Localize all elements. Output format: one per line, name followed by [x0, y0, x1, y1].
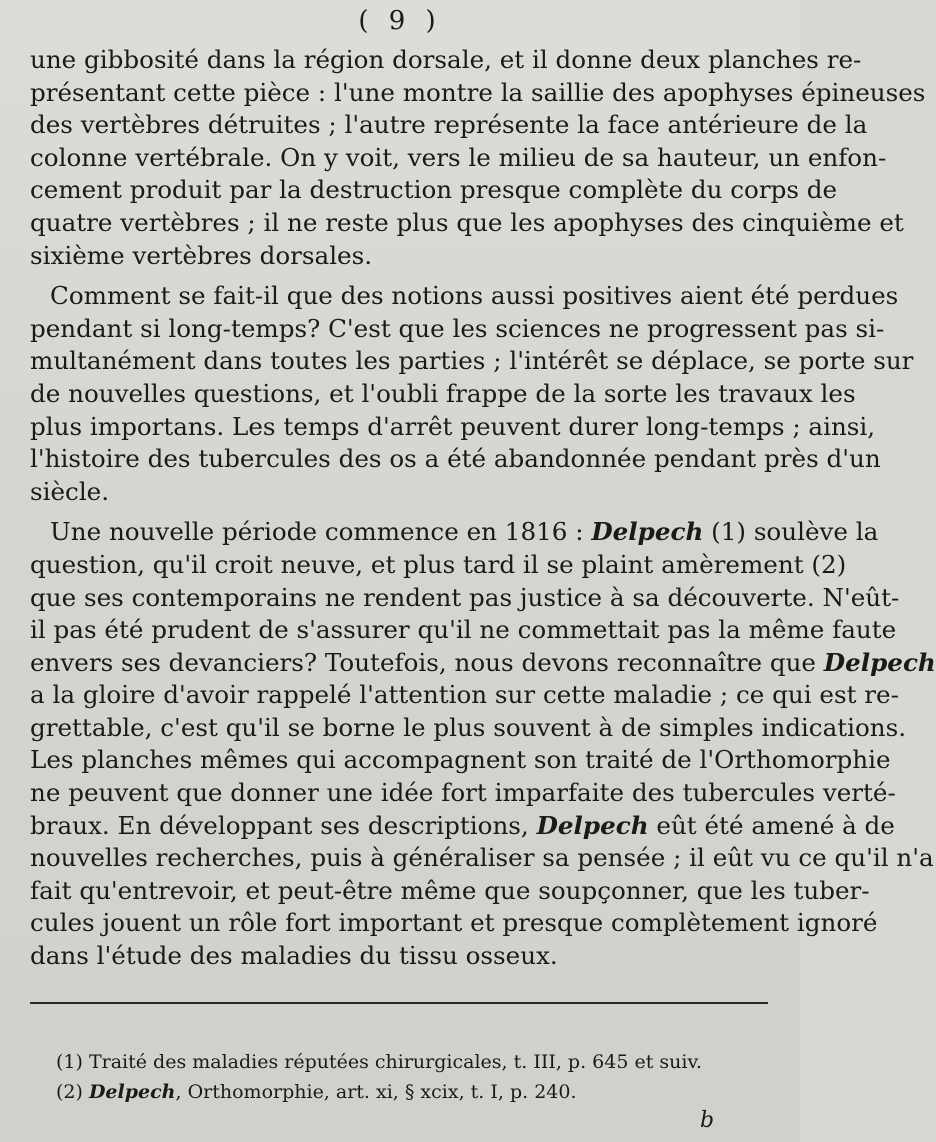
- text-line: dans l'étude des maladies du tissu osseux.: [30, 941, 558, 971]
- text-line: que ses contemporains ne rendent pas justice à sa découverte. N'eût-: [30, 582, 900, 612]
- author-name: Delpech: [88, 1081, 176, 1103]
- text-line: l'histoire des tubercules des os a été abandonnée pendant près d'un: [30, 444, 881, 474]
- text-line: ne peuvent que donner une idée fort imparfaite des tubercules verté-: [30, 778, 896, 808]
- footnote: [56, 1077, 736, 1107]
- body-text: [30, 44, 936, 973]
- text-segment: (1) soulève la: [703, 517, 879, 547]
- text-segment: envers ses devanciers? Toutefois, nous devons reconnaître que: [30, 647, 824, 677]
- signature-mark: b: [700, 1108, 715, 1133]
- paragraph-gap: [30, 508, 768, 516]
- text-line: sixième vertèbres dorsales.: [30, 240, 373, 270]
- paragraph-gap: [30, 272, 768, 280]
- text-line: cement produit par la destruction presque complète du corps de: [30, 175, 838, 205]
- text-line: nouvelles recherches, puis à généraliser sa pensée ; il eût vu ce qu'il n'a: [30, 843, 934, 873]
- text-line: [30, 516, 879, 549]
- text-line: fait qu'entrevoir, et peut-être même que soupçonner, que les tuber-: [30, 875, 870, 905]
- footnote: [56, 1047, 736, 1077]
- footnotes: [56, 1047, 736, 1107]
- text-line: grettable, c'est qu'il se borne le plus souvent à de simples indications.: [30, 712, 907, 742]
- text-line: des vertèbres détruites ; l'autre représente la face antérieure de la: [30, 110, 868, 140]
- text-line: présentant cette pièce : l'une montre la saillie des apophyses épineuses: [30, 77, 926, 107]
- author-name: Delpech: [823, 647, 936, 677]
- text-segment: eût été amené à de: [648, 810, 895, 840]
- text-line: multanément dans toutes les parties ; l'intérêt se déplace, se porte sur: [30, 346, 914, 376]
- text-line: [30, 810, 895, 843]
- text-line: a la gloire d'avoir rappelé l'attention sur cette maladie ; ce qui est re-: [30, 680, 899, 710]
- text-line: Les planches mêmes qui accompagnent son traité de l'Orthomorphie: [30, 745, 891, 775]
- text-segment: Une nouvelle période commence en 1816 :: [50, 517, 592, 547]
- text-segment: braux. En développant ses descriptions,: [30, 810, 537, 840]
- text-line: une gibbosité dans la région dorsale, et il donne deux planches re-: [30, 45, 862, 74]
- text-line: quatre vertèbres ; il ne reste plus que les apophyses des cinquième et: [30, 207, 904, 237]
- text-line: il pas été prudent de s'assurer qu'il ne commettait pas la même faute: [30, 615, 897, 645]
- text-line: de nouvelles questions, et l'oubli frappe de la sorte les travaux les: [30, 378, 856, 408]
- footnote-text: , Orthomorphie, art. xi, § xcix, t. I, p. 240.: [175, 1081, 577, 1103]
- footnote-text: (2): [56, 1081, 89, 1103]
- footnote-rule: [30, 1002, 768, 1004]
- author-name: Delpech: [536, 810, 649, 840]
- text-line: colonne vertébrale. On y voit, vers le milieu de sa hauteur, un enfon-: [30, 142, 887, 172]
- text-line: pendant si long-temps? C'est que les sciences ne progressent pas si-: [30, 313, 885, 343]
- text-line: plus importans. Les temps d'arrêt peuvent durer long-temps ; ainsi,: [30, 411, 876, 441]
- text-line: cules jouent un rôle fort important et presque complètement ignoré: [30, 908, 878, 938]
- text-line: siècle.: [30, 476, 110, 506]
- author-name: Delpech: [591, 517, 704, 547]
- footnote-text: (1) Traité des maladies réputées chirurgicales, t. III, p. 645 et suiv.: [56, 1051, 702, 1073]
- text-line: [30, 647, 936, 680]
- page-number: ( 9 ): [358, 6, 442, 36]
- text-line: question, qu'il croit neuve, et plus tard il se plaint amèrement (2): [30, 549, 847, 579]
- text-line: Comment se fait-il que des notions aussi positives aient été perdues: [50, 281, 899, 311]
